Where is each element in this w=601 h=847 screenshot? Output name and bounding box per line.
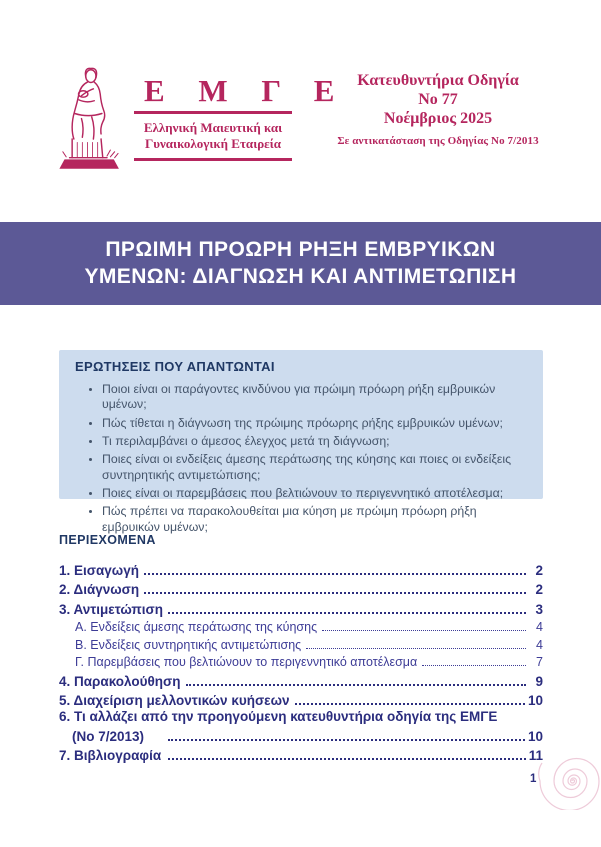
emge-subtitle-line1: Ελληνική Μαιευτική και (143, 120, 283, 135)
toc-entry-introduction[interactable]: 1. Εισαγωγή 2 (59, 562, 543, 578)
question-item: • Ποιες είναι οι ενδείξεις άμεσης περάτωσης της κύησης και ποιες οι ενδείξεις συντηρητικής αντιμετώπισης; (102, 452, 525, 482)
question-item: • Ποιες είναι οι παρεμβάσεις που βελτιώνουν το περιγεννητικό αποτέλεσμα; (102, 486, 525, 501)
toc-entry-immediate-delivery[interactable]: Α. Ενδείξεις άμεσης περάτωσης της κύησης 4 (75, 620, 543, 634)
toc-leader-dots (144, 573, 526, 575)
emge-subtitle-line2: Γυναικολογική Εταιρεία (144, 135, 282, 151)
toc-leader-dots (168, 758, 526, 760)
guideline-title: Κατευθυντήρια Οδηγία (357, 72, 519, 89)
toc-leader-dots (186, 684, 526, 686)
document-title-banner (0, 222, 601, 305)
toc-entry-monitoring[interactable]: 4. Παρακολούθηση 9 (59, 673, 543, 689)
document-title-line1: ΠΡΩΙΜΗ ΠΡΟΩΡΗ ΡΗΞΗ ΕΜΒΡΥΙΚΩΝ (105, 238, 496, 261)
toc-entry-management[interactable]: 3. Αντιμετώπιση 3 (59, 601, 543, 617)
logo-divider-top (134, 111, 292, 114)
guideline-date: Νοέμβριος 2025 (383, 110, 493, 127)
questions-list (75, 382, 525, 535)
toc-leader-dots (422, 665, 526, 666)
toc-leader-dots (295, 703, 525, 705)
guideline-info (333, 71, 543, 147)
toc-entry-changes-continuation[interactable]: (Νο 7/2013) 10 (72, 728, 543, 744)
toc-leader-dots (168, 739, 525, 741)
toc-entry-interventions[interactable]: Γ. Παρεμβάσεις που βελτιώνουν το περιγεννητικό αποτέλεσμα 7 (75, 655, 543, 669)
question-item: • Πώς πρέπει να παρακολουθείται μια κύηση με πρώιμη πρόωρη ρήξη εμβρυικών υμένων; (102, 504, 525, 534)
toc-entry-future-pregnancies[interactable]: 5. Διαχείριση μελλοντικών κυήσεων 10 (59, 693, 543, 708)
toc-leader-dots (306, 648, 526, 649)
document-title-line2: ΥΜΕΝΩΝ: ΔΙΑΓΝΩΣΗ ΚΑΙ ΑΝΤΙΜΕΤΩΠΙΣΗ (84, 264, 517, 288)
toc-entry-bibliography[interactable]: 7. Βιβλιογραφία 11 (59, 748, 543, 763)
questions-box-heading: ΕΡΩΤΗΣΕΙΣ ΠΟΥ ΑΠΑΝΤΩΝΤΑΙ (75, 359, 275, 374)
toc-leader-dots (144, 592, 526, 594)
emge-logo (56, 62, 348, 182)
table-of-contents (59, 533, 543, 763)
toc-heading: ΠΕΡΙΕΧΟΜΕΝΑ (59, 533, 156, 547)
page-number: 1 (530, 773, 537, 785)
emge-acronym: Ε Μ Γ Ε (144, 73, 348, 108)
guideline-number: Νο 77 (418, 91, 458, 108)
guideline-replacement-note: Σε αντικατάσταση της Οδηγίας Νο 7/2013 (337, 135, 539, 147)
toc-leader-dots (168, 612, 526, 614)
questions-box (59, 350, 543, 534)
logo-divider-bottom (134, 158, 292, 161)
question-item: • Ποιοι είναι οι παράγοντες κινδύνου για πρώιμη πρόωρη ρήξη εμβρυικών υμένων; (102, 382, 525, 412)
question-item: • Πώς τίθεται η διάγνωση της πρώιμης πρόωρης ρήξης εμβρυικών υμένων; (102, 416, 525, 431)
toc-entry-changes[interactable]: 6. Τι αλλάζει από την προηγούμενη κατευθυντήρια οδηγία της ΕΜΓΕ (59, 709, 498, 724)
toc-leader-dots (322, 630, 526, 631)
emge-logo-statue-icon (56, 62, 124, 182)
emge-logo-text (134, 62, 348, 167)
spiral-decoration-icon (528, 752, 601, 810)
question-item: • Τι περιλαμβάνει ο άμεσος έλεγχος μετά τη διάγνωση; (102, 434, 525, 449)
toc-entry-conservative[interactable]: Β. Ενδείξεις συντηρητικής αντιμετώπισης 4 (75, 637, 543, 652)
toc-entry-diagnosis[interactable]: 2. Διάγνωση 2 (59, 582, 543, 597)
